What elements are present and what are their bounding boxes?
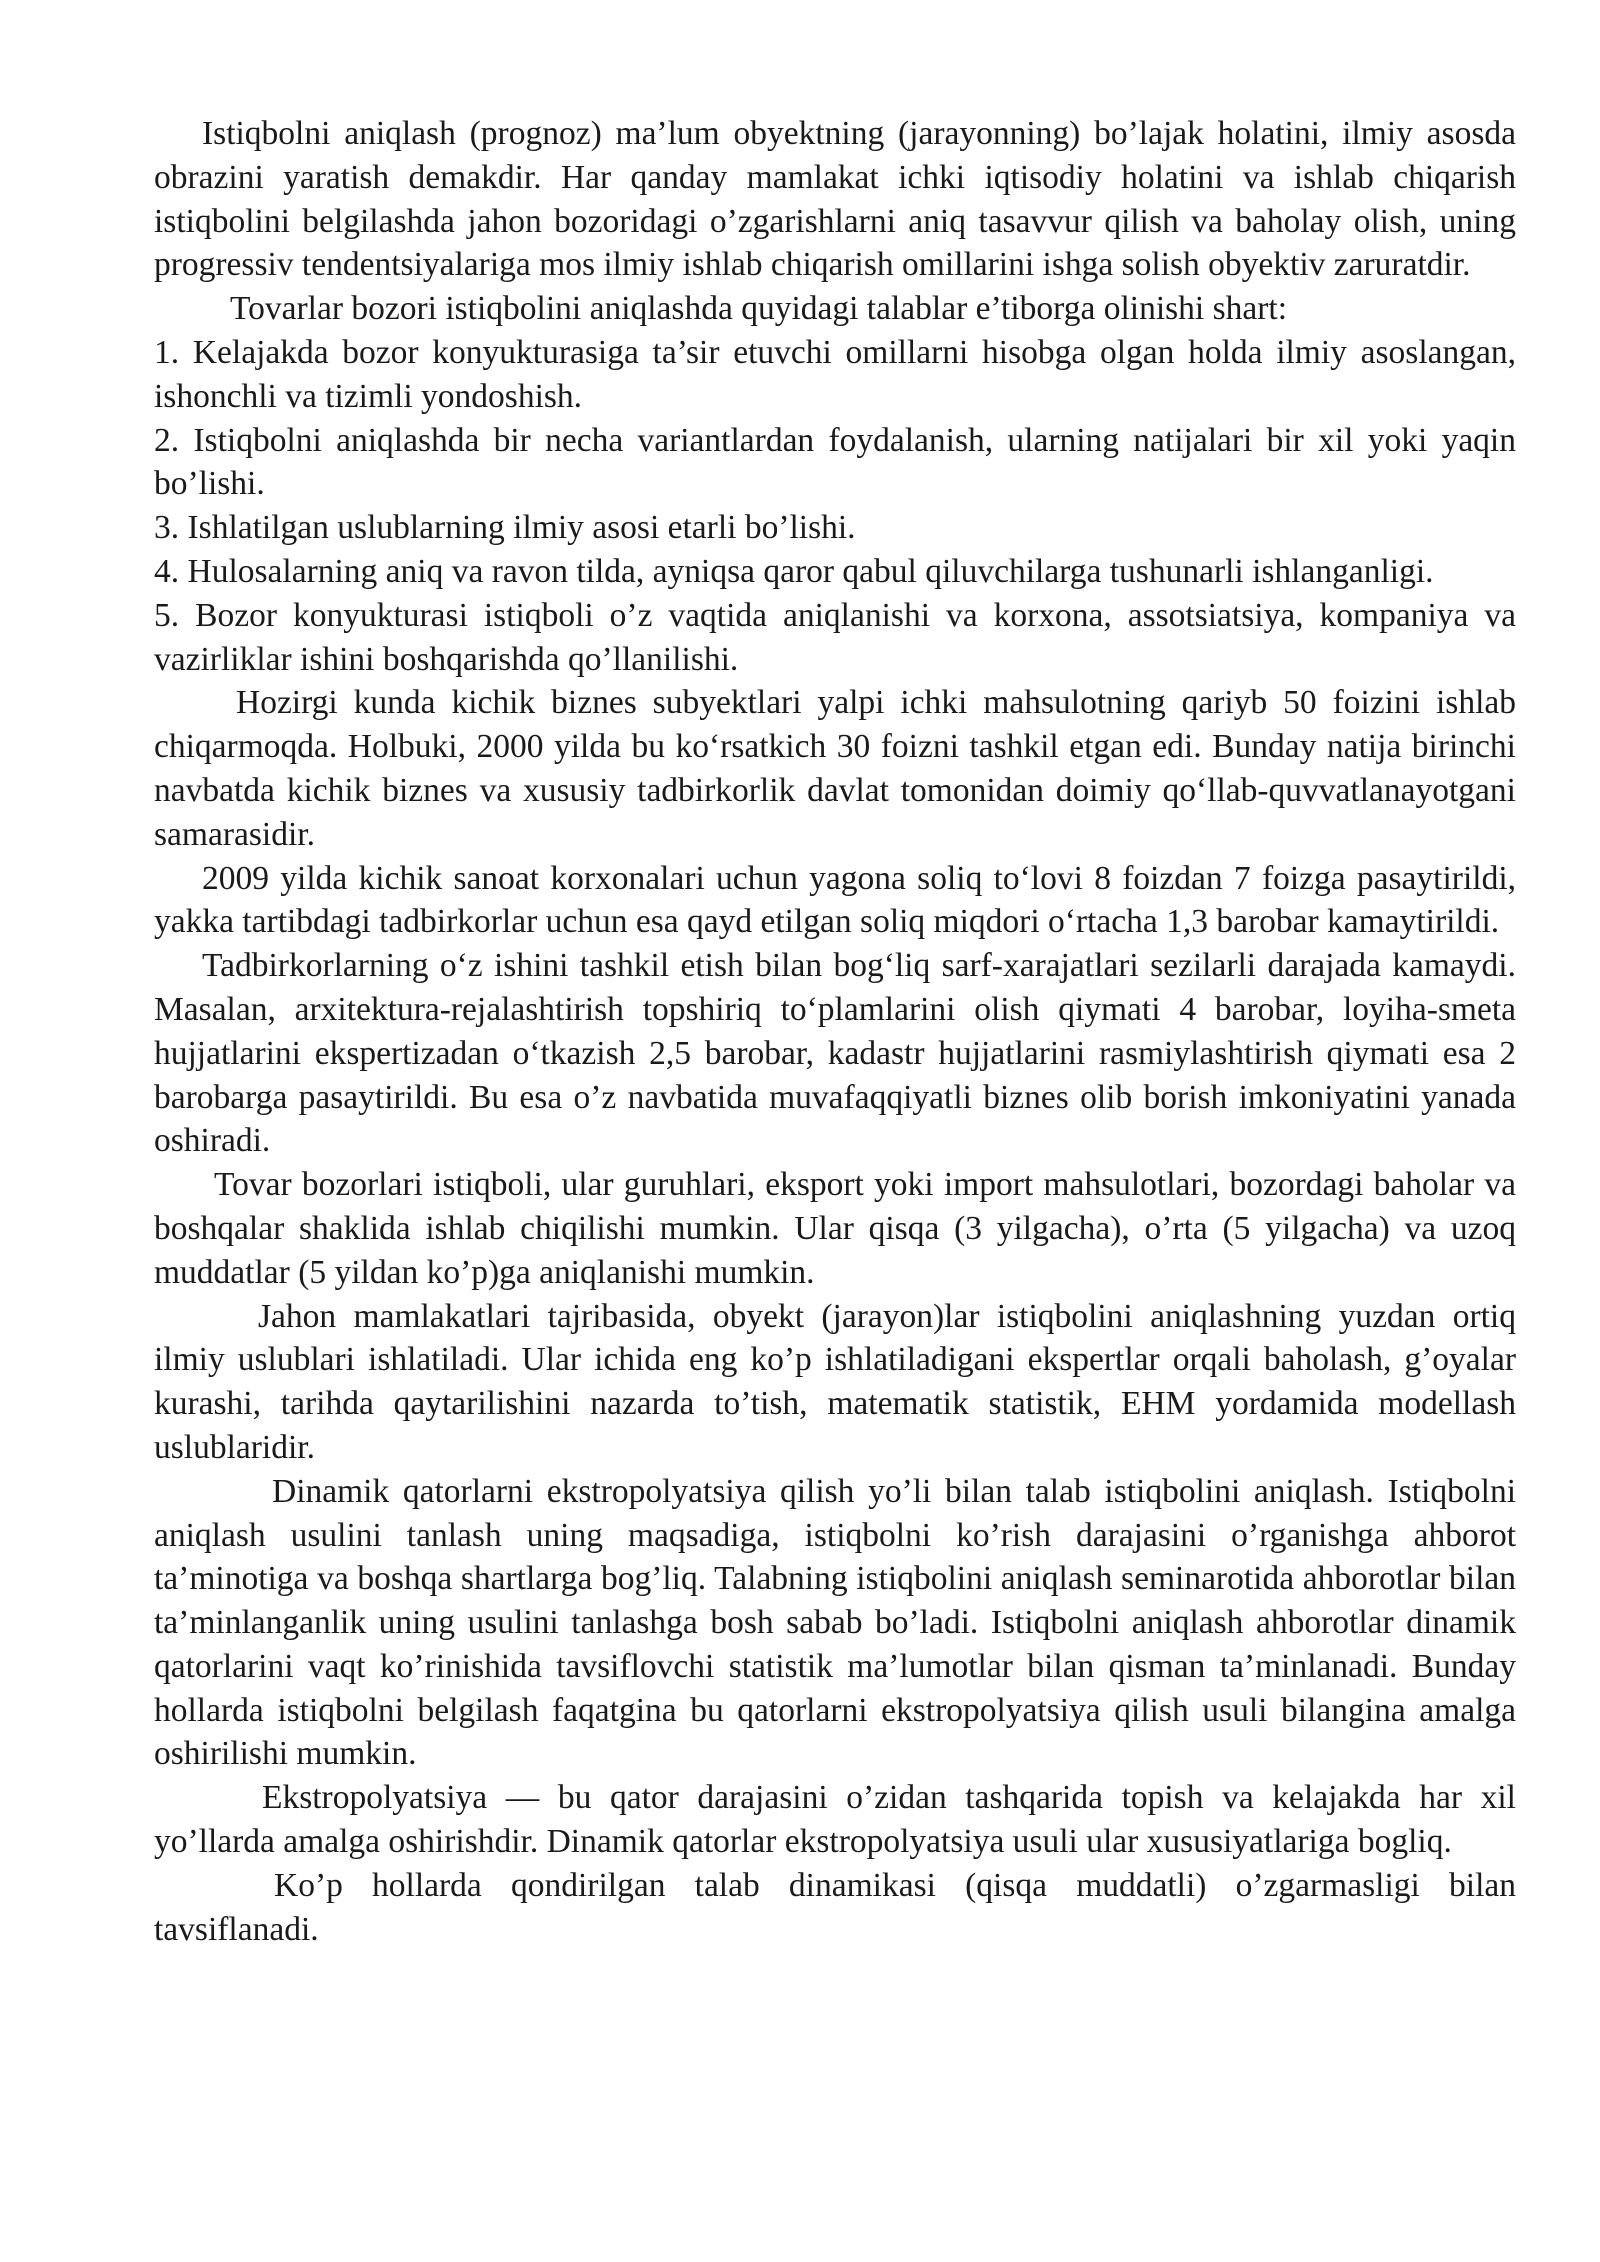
list-item-1: 1. Kelajakda bozor konyukturasiga ta’sir etuvchi omillarni hisobga olgan holda ilmiy asoslangan, ishonchli va tizimli yondoshish. [154,333,1516,415]
paragraph-requirements-intro: Tovarlar bozori istiqbolini aniqlashda quyidagi talablar e’tiborga olinishi shart: [230,290,1288,328]
paragraph-satisfied-demand: Ko’p hollarda qondirilgan talab dinamikasi (qisqa muddatli) o’zgarmasligi bilan tavsiflanadi. [154,1866,1516,1948]
paragraph-extrapolation-definition: Ekstropolyatsiya — bu qator darajasini o’zidan tashqarida topish va kelajakda har xil yo’llarda amalga oshirishdir. Dinamik qatorlar ekstropolyatsiya usuli ular xususiyatlariga bogliq. [154,1779,1516,1861]
document-page [154,112,1516,1951]
list-item-3: 3. Ishlatilgan uslublarning ilmiy asosi etarli bo’lishi. [154,509,856,547]
list-item-5: 5. Bozor konyukturasi istiqboli o’z vaqtida aniqlanishi va korxona, assotsiatsiya, kompaniya va vazirliklar ishini boshqarishda qo’llanilishi. [154,596,1516,678]
paragraph-small-business-share: Hozirgi kunda kichik biznes subyektlari yalpi ichki mahsulotning qariyb 50 foizini ishlab chiqarmoqda. Holbuki, 2000 yilda bu ko‘rsatkich 30 foizni tashkil etgan edi. Bunday natija birinchi navbatda kichik biznes va xususiy tadbirkorlik davlat tomonidan doimiy qo‘llab-quvvatlanayotgani samarasidir. [154,684,1516,853]
paragraph-extrapolation-dynamic: Dinamik qatorlarni ekstropolyatsiya qilish yo’li bilan talab istiqbolini aniqlash. Istiqbolni aniqlash usulini tanlash uning maqsadiga, istiqbolni ko’rish darajasini o’rganishga ahborot ta’minotiga va boshqa shartlarga bog’liq. Talabning istiqbolini aniqlash seminarotida ahborotlar bilan ta’minlanganlik uning usulini tanlashga bosh sabab bo’ladi. Istiqbolni aniqlash ahborotlar dinamik qatorlarini vaqt ko’rinishida tavsiflovchi statistik ma’lumotlar bilan qisman ta’minlanadi. Bunday hollarda istiqbolni belgilash faqatgina bu qatorlarni ekstropolyatsiya qilish usuli bilangina amalga oshirilishi mumkin. [154,1472,1516,1773]
paragraph-market-forecast-periods: Tovar bozorlari istiqboli, ular guruhlari, eksport yoki import mahsulotlari, bozordagi baholar va boshqalar shaklida ishlab chiqilishi mumkin. Ular qisqa (3 yilgacha), o’rta (5 yilgacha) va uzoq muddatlar (5 yildan ko’p)ga aniqlanishi mumkin. [154,1166,1516,1291]
paragraph-tax-reduction: 2009 yilda kichik sanoat korxonalari uchun yagona soliq to‘lovi 8 foizdan 7 foizga pasaytirildi, yakka tartibdagi tadbirkorlar uchun esa qayd etilgan soliq miqdori o‘rtacha 1,3 barobar kamaytirildi. [154,859,1516,941]
paragraph-costs-reduced: Tadbirkorlarning o‘z ishini tashkil etish bilan bog‘liq sarf-xarajatlari sezilarli darajada kamaydi. Masalan, arxitektura-rejalashtirish topshiriq to‘plamlarini olish qiymati 4 barobar, loyiha-smeta hujjatlarini ekspertizadan o‘tkazish 2,5 barobar, kadastr hujjatlarini rasmiylashtirish qiymati esa 2 barobarga pasaytirildi. Bu esa o’z navbatida muvafaqqiyatli biznes olib borish imkoniyatini yanada oshiradi. [154,947,1516,1160]
paragraph-forecast-methods: Jahon mamlakatlari tajribasida, obyekt (jarayon)lar istiqbolini aniqlashning yuzdan ortiq ilmiy uslublari ishlatiladi. Ular ichida eng ko’p ishlatiladigani ekspertlar orqali baholash, g’oyalar kurashi, tarihda qaytarilishini nazarda to’tish, matematik statistik, EHM yordamida modellash uslublaridir. [154,1297,1516,1466]
list-item-4: 4. Hulosalarning aniq va ravon tilda, ayniqsa qaror qabul qiluvchilarga tushunarli ishlanganligi. [154,552,1434,590]
paragraph-forecast-definition: Istiqbolni aniqlash (prognoz) ma’lum obyektning (jarayonning) bo’lajak holatini, ilmiy asosda obrazini yaratish demakdir. Har qanday mamlakat ichki iqtisodiy holatini va ishlab chiqarish istiqbolini belgilashda jahon bozoridagi o’zgarishlarni aniq tasavvur qilish va baholay olish, uning progressiv tendentsiyalariga mos ilmiy ishlab chiqarish omillarini ishga solish obyektiv zaruratdir. [154,115,1516,284]
list-item-2: 2. Istiqbolni aniqlashda bir necha variantlardan foydalanish, ularning natijalari bir xil yoki yaqin bo’lishi. [154,421,1516,503]
